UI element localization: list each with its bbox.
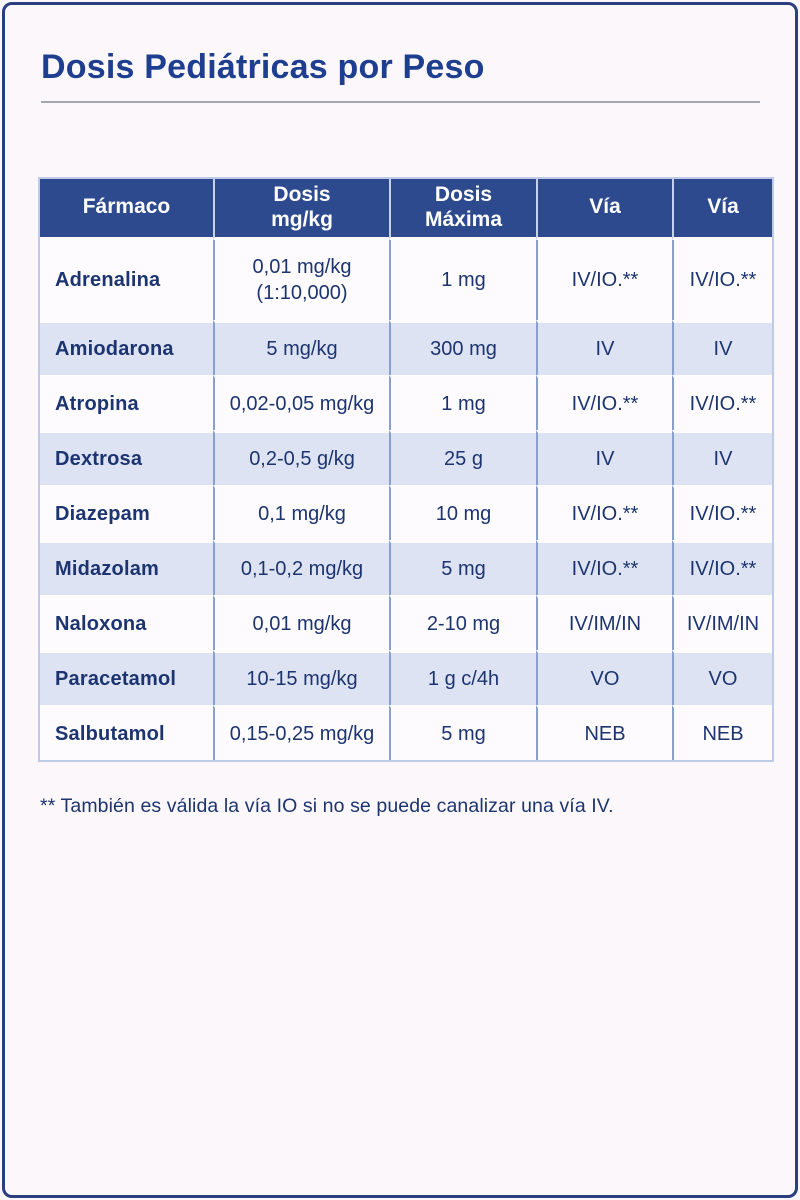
route-cell: VO <box>536 650 672 705</box>
column-header-dosis-maxima <box>389 179 536 240</box>
table-row-diazepam <box>40 485 772 540</box>
table-row-midazolam <box>40 540 772 595</box>
max-dose-cell: 10 mg <box>389 485 536 540</box>
column-header-sublabel: Máxima <box>424 207 503 231</box>
table-header <box>40 179 772 240</box>
route-cell: IV/IM/IN <box>672 595 772 650</box>
dose-cell: 0,01 mg/kg <box>213 595 389 650</box>
column-header-sublabel: mg/kg <box>271 207 333 231</box>
column-header-via-2 <box>672 179 772 240</box>
route-cell: VO <box>672 650 772 705</box>
column-header-farmaco <box>40 179 213 240</box>
route-cell: IV <box>672 430 772 485</box>
route-cell: IV/IO.** <box>672 540 772 595</box>
drug-name-cell: Diazepam <box>40 485 213 540</box>
column-header-label: Dosis <box>434 183 493 206</box>
column-header-label: Fármaco <box>82 195 171 219</box>
column-header-dosis-mgkg <box>213 179 389 240</box>
page-title: Dosis Pediátricas por Peso <box>41 48 485 86</box>
dose-cell: 0,15-0,25 mg/kg <box>213 705 389 760</box>
table-row-naloxona <box>40 595 772 650</box>
dose-dilution: (1:10,000) <box>256 281 348 304</box>
route-cell: IV <box>536 320 672 375</box>
route-cell: IV/IO.** <box>536 240 672 320</box>
table-row-adrenalina <box>40 240 772 320</box>
max-dose-cell: 25 g <box>389 430 536 485</box>
dose-value: 0,01 mg/kg <box>252 255 352 278</box>
table-row-salbutamol <box>40 705 772 760</box>
max-dose-cell: 2-10 mg <box>389 595 536 650</box>
drug-name-cell: Amiodarona <box>40 320 213 375</box>
route-cell: NEB <box>536 705 672 760</box>
route-cell: IV <box>536 430 672 485</box>
route-cell: IV/IM/IN <box>536 595 672 650</box>
table-header-row <box>40 179 772 240</box>
drug-name-cell: Midazolam <box>40 540 213 595</box>
max-dose-cell: 1 mg <box>389 375 536 430</box>
drug-name-cell: Dextrosa <box>40 430 213 485</box>
table-row-paracetamol <box>40 650 772 705</box>
max-dose-cell: 300 mg <box>389 320 536 375</box>
route-cell: IV/IO.** <box>672 375 772 430</box>
dose-cell: 0,1 mg/kg <box>213 485 389 540</box>
route-cell: IV/IO.** <box>672 240 772 320</box>
max-dose-cell: 5 mg <box>389 705 536 760</box>
column-header-via-1 <box>536 179 672 240</box>
table-row-atropina <box>40 375 772 430</box>
table-row-dextrosa <box>40 430 772 485</box>
route-cell: IV/IO.** <box>536 485 672 540</box>
table-body <box>40 240 772 760</box>
route-cell: IV <box>672 320 772 375</box>
drug-name-cell: Naloxona <box>40 595 213 650</box>
drug-name-cell: Atropina <box>40 375 213 430</box>
dose-cell: 0,2-0,5 g/kg <box>213 430 389 485</box>
table-row-amiodarona <box>40 320 772 375</box>
max-dose-cell: 5 mg <box>389 540 536 595</box>
column-header-label: Vía <box>707 195 739 219</box>
max-dose-cell: 1 g c/4h <box>389 650 536 705</box>
dose-cell: 0,1-0,2 mg/kg <box>213 540 389 595</box>
route-cell: IV/IO.** <box>536 540 672 595</box>
io-route-footnote: ** También es válida la vía IO si no se puede canalizar una vía IV. <box>40 794 614 817</box>
title-divider <box>41 101 760 103</box>
column-header-label: Vía <box>589 195 621 219</box>
dose-cell <box>213 240 389 320</box>
dose-cell: 0,02-0,05 mg/kg <box>213 375 389 430</box>
dose-cell: 5 mg/kg <box>213 320 389 375</box>
route-cell: IV/IO.** <box>672 485 772 540</box>
column-header-label: Dosis <box>273 183 331 206</box>
drug-name-cell: Salbutamol <box>40 705 213 760</box>
max-dose-cell: 1 mg <box>389 240 536 320</box>
drug-name-cell: Paracetamol <box>40 650 213 705</box>
pediatric-dose-table <box>38 177 774 762</box>
route-cell: IV/IO.** <box>536 375 672 430</box>
route-cell: NEB <box>672 705 772 760</box>
dose-cell: 10-15 mg/kg <box>213 650 389 705</box>
drug-name-cell: Adrenalina <box>40 240 213 320</box>
